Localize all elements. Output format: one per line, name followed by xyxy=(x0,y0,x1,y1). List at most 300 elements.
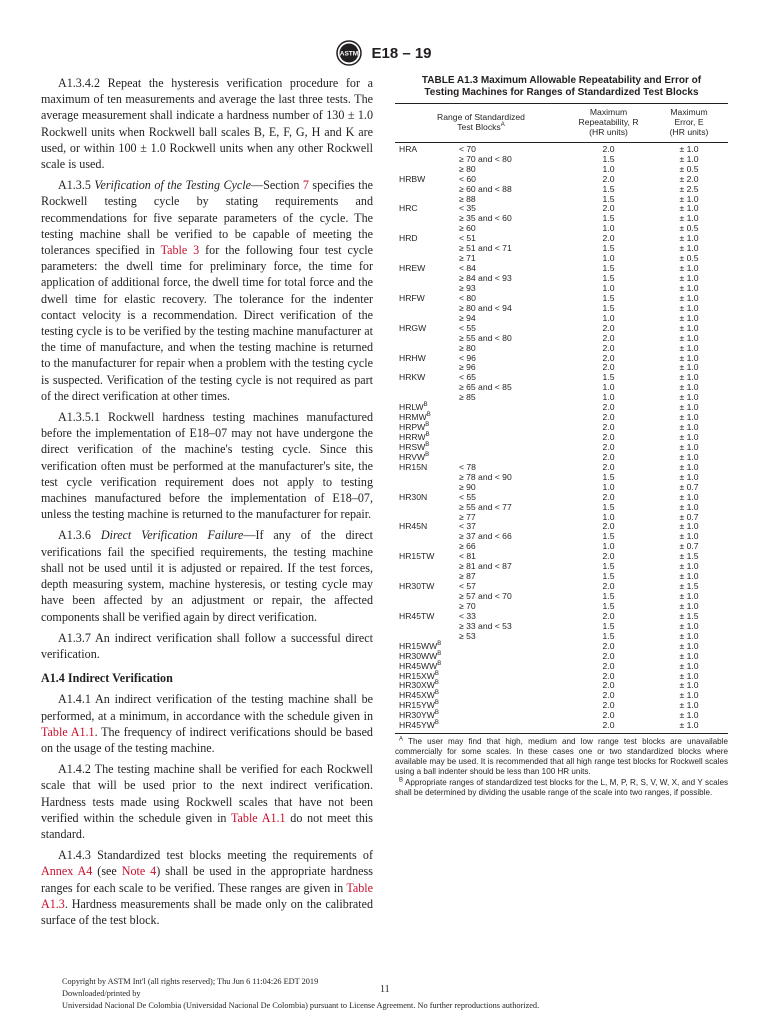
table-row xyxy=(395,185,728,195)
footnote-marker: A xyxy=(500,122,505,129)
cell-error: ± 1.0 xyxy=(679,412,699,423)
cell-range: ≥ 77 xyxy=(459,511,476,522)
column-header-error xyxy=(650,104,728,143)
table-row xyxy=(395,244,728,254)
cell-error: ± 1.0 xyxy=(679,620,699,631)
cell-range: < 37 xyxy=(459,521,476,532)
cell-repeatability: 2.0 xyxy=(602,332,615,343)
section-heading-a1-4: A1.4 Indirect Verification xyxy=(41,671,173,686)
header-text: Repeatability, R xyxy=(578,116,639,127)
table-a1-1-link[interactable]: Table A1.1 xyxy=(230,810,286,825)
cell-range: ≥ 33 and < 53 xyxy=(459,620,512,631)
table-row xyxy=(395,344,728,354)
cell-scale xyxy=(395,234,457,244)
cell-repeatability: 2.0 xyxy=(602,342,615,353)
table-title xyxy=(395,75,728,99)
cell-range: ≥ 66 xyxy=(459,541,476,552)
table-row xyxy=(395,254,728,264)
cell-range: ≥ 90 xyxy=(459,481,476,492)
cell-error: ± 1.0 xyxy=(679,372,699,383)
cell-range: ≥ 60 xyxy=(459,223,476,234)
scale-name: HRD xyxy=(399,233,418,244)
cell-repeatability: 2.0 xyxy=(602,700,615,711)
cell-error: ± 1.0 xyxy=(650,721,728,733)
footnote-marker: B xyxy=(434,690,439,697)
cell-repeatability: 2.0 xyxy=(602,650,615,661)
cell-repeatability: 1.5 xyxy=(602,630,615,641)
paragraph-number: A1.3.5 xyxy=(58,178,91,193)
footnote-marker: B xyxy=(425,422,430,429)
footnote-a xyxy=(395,737,728,777)
footnote-marker: B xyxy=(434,710,439,717)
scale-name: HRKW xyxy=(399,372,426,383)
footnote-marker: B xyxy=(434,670,439,677)
cell-repeatability: 2.0 xyxy=(602,352,615,363)
table-row xyxy=(395,622,728,632)
cell-range: ≥ 37 and < 66 xyxy=(459,531,512,542)
scale-name: HR30WW xyxy=(399,650,438,661)
cell-scale xyxy=(395,493,457,503)
cell-range xyxy=(457,433,567,443)
cell-range: < 57 xyxy=(459,581,476,592)
cell-error: ± 0.7 xyxy=(679,511,699,522)
table-row xyxy=(395,602,728,612)
cell-error: ± 1.0 xyxy=(679,193,699,204)
text-run: A1.4.3 Standardized test blocks meeting the requirements of xyxy=(58,848,373,863)
astm-logo-icon xyxy=(336,40,362,66)
cell-repeatability: 2.0 xyxy=(602,521,615,532)
cell-repeatability: 1.5 xyxy=(602,213,615,224)
cell-repeatability: 1.5 xyxy=(602,193,615,204)
table-row xyxy=(395,681,728,691)
cell-error: ± 1.0 xyxy=(679,571,699,582)
table-row xyxy=(395,155,728,165)
cell-repeatability: 1.0 xyxy=(602,511,615,522)
scale-name: HR30N xyxy=(399,491,428,502)
cell-repeatability: 2.0 xyxy=(602,233,615,244)
cell-scale xyxy=(395,532,457,542)
scale-name: HRHW xyxy=(399,352,426,363)
scale-name: HR45XW xyxy=(399,690,435,701)
table-row xyxy=(395,393,728,403)
cell-error: ± 1.0 xyxy=(679,382,699,393)
cell-repeatability: 1.0 xyxy=(602,253,615,264)
cell-repeatability: 1.5 xyxy=(602,302,615,313)
cell-range: ≥ 55 and < 77 xyxy=(459,501,512,512)
cell-range: < 55 xyxy=(459,491,476,502)
cell-error: ± 1.0 xyxy=(679,243,699,254)
footnote-marker: B xyxy=(399,776,404,783)
cell-error: ± 1.0 xyxy=(679,650,699,661)
scale-name: HRA xyxy=(399,143,418,154)
table-body xyxy=(395,142,728,733)
cell-range: ≥ 84 and < 93 xyxy=(459,273,512,283)
table-row xyxy=(395,165,728,175)
cell-repeatability: 2.0 xyxy=(602,660,615,671)
table-row xyxy=(395,662,728,672)
scale-name: HR15WW xyxy=(399,640,438,651)
cell-repeatability: 1.5 xyxy=(602,471,615,482)
cell-repeatability: 2.0 xyxy=(602,402,615,413)
left-column xyxy=(41,75,373,933)
cell-range: < 81 xyxy=(459,551,476,562)
cell-repeatability: 1.5 xyxy=(602,153,615,164)
cell-repeatability: 1.0 xyxy=(602,282,615,293)
table-row xyxy=(395,542,728,552)
section-title: Direct Verification Failure xyxy=(100,528,244,543)
table-row xyxy=(395,304,728,314)
cell-repeatability: 2.0 xyxy=(602,143,615,154)
header-text: (HR units) xyxy=(589,126,628,137)
paragraph-a1-3-5-1: A1.3.5.1 Rockwell hardness testing machines manufactured before the implementation of E18–07 may not have undergone the direct verification of the machine's testing cycle. Since this verification often must be performed at the manufacturer's site, the test cycle verification requirement does not apply to testing machines manufactured before the implementation of E18–07, unless the testing machine is returned to the manufacturer for repair. xyxy=(41,410,373,522)
table-row xyxy=(395,463,728,473)
table-row xyxy=(395,652,728,662)
cell-range: ≥ 87 xyxy=(459,571,476,582)
cell-repeatability: 2.0 xyxy=(602,432,615,442)
cell-error: ± 1.0 xyxy=(679,322,699,333)
table-title-line: TABLE A1.3 Maximum Allowable Repeatability and Error of xyxy=(421,75,702,86)
standard-designation: E18 – 19 xyxy=(371,44,432,62)
footnote-marker: B xyxy=(434,700,439,707)
table-row xyxy=(395,224,728,234)
cell-repeatability: 1.5 xyxy=(602,243,615,254)
section-7-link[interactable]: 7 xyxy=(302,178,309,193)
table-row xyxy=(395,493,728,503)
paragraph-number: A1.3.6 xyxy=(58,528,91,543)
cell-repeatability: 2.0 xyxy=(602,670,615,681)
cell-error: ± 1.0 xyxy=(679,352,699,363)
download-line: Downloaded/printed by xyxy=(62,989,141,998)
cell-error: ± 1.0 xyxy=(679,700,699,711)
table-row xyxy=(395,721,728,733)
paragraph-a1-3-4-2: A1.3.4.2 Repeat the hysteresis verification procedure for a maximum of ten measurements and average the last three tests. The average measurement shall indicate a hardness number of 130 ± 1.0 Rockwell units when Rockwell ball scales B, E, F, G, H and K are used, or within 100 ± 1.0 Rockwell units when any other Rockwell scale is used. xyxy=(41,76,373,172)
cell-error: ± 1.0 xyxy=(679,422,699,433)
cell-scale xyxy=(395,304,457,314)
table-row xyxy=(395,294,728,304)
cell-repeatability: 2.0 xyxy=(602,322,615,333)
cell-error: ± 0.7 xyxy=(679,481,699,492)
scale-name: HR15N xyxy=(399,461,428,472)
cell-range: ≥ 71 xyxy=(459,253,476,264)
table-row xyxy=(395,383,728,393)
cell-repeatability: 1.5 xyxy=(602,600,615,611)
footnote-marker: B xyxy=(437,660,442,667)
cell-range: ≥ 70 and < 80 xyxy=(459,153,512,164)
cell-repeatability: 2.0 xyxy=(602,491,615,502)
cell-error: ± 1.0 xyxy=(679,531,699,542)
table-row xyxy=(395,632,728,642)
cell-repeatability: 2.0 xyxy=(567,721,650,733)
cell-range: ≥ 51 and < 71 xyxy=(459,243,512,254)
cell-repeatability: 1.0 xyxy=(602,163,615,174)
table-row xyxy=(395,582,728,592)
table-row xyxy=(395,483,728,493)
table-row xyxy=(395,443,728,453)
text-run: —If any of the direct verifications fail the specified requirements, the testing machine shall not be used until it is adjusted or repaired. If the test forces, depth measuring system, machine hysteresis, or testing cycle may have been affected by an adjustment or repair, the affected components shall be verified again by direct verification. xyxy=(41,528,374,624)
cell-error: ± 1.0 xyxy=(679,143,699,154)
text-run: A1.4.2 The testing machine shall be verified for each Rockwell scale that will be used prior to the next indirect verification. Hardness tests made using Rockwell scales that have not been verified within the schedule given in xyxy=(41,762,373,825)
cell-repeatability: 2.0 xyxy=(602,710,615,721)
cell-range xyxy=(457,691,567,701)
footnote-marker: B xyxy=(437,640,442,647)
cell-error: ± 1.0 xyxy=(679,670,699,681)
cell-scale xyxy=(395,354,457,364)
cell-range xyxy=(457,672,567,682)
cell-error: ± 1.0 xyxy=(679,461,699,472)
table-row xyxy=(395,204,728,214)
cell-range: < 65 xyxy=(459,372,476,383)
cell-scale xyxy=(395,562,457,572)
table-row xyxy=(395,552,728,562)
cell-range: ≥ 88 xyxy=(459,193,476,204)
table-row xyxy=(395,413,728,423)
scale-name: HRPW xyxy=(399,422,426,433)
paragraph-a1-4-2 xyxy=(41,761,373,842)
cell-scale xyxy=(395,503,457,513)
scale-name: HRFW xyxy=(399,292,425,303)
table-row xyxy=(395,522,728,532)
cell-error: ± 1.0 xyxy=(679,332,699,343)
repeatability-error-table xyxy=(395,103,728,734)
scale-name: HRVW xyxy=(399,451,426,462)
cell-range xyxy=(457,721,567,733)
cell-repeatability: 1.5 xyxy=(602,501,615,512)
table-header-row xyxy=(395,104,728,143)
cell-scale xyxy=(395,155,457,165)
cell-scale xyxy=(395,552,457,562)
scale-name: HR30XW xyxy=(399,680,435,691)
copyright-line: Copyright by ASTM Int'l (all rights reserved); Thu Jun 6 11:04:26 EDT 2019 xyxy=(62,977,319,986)
scale-name: HRSW xyxy=(399,441,426,452)
table-row xyxy=(395,532,728,542)
cell-range: ≥ 57 and < 70 xyxy=(459,591,512,601)
cell-repeatability: 1.5 xyxy=(602,292,615,303)
cell-error: ± 1.0 xyxy=(679,273,699,283)
table-row xyxy=(395,284,728,294)
table-3-link[interactable]: Table 3 xyxy=(160,243,200,258)
cell-error: ± 1.0 xyxy=(679,710,699,721)
cell-error: ± 1.0 xyxy=(679,233,699,244)
cell-error: ± 1.0 xyxy=(679,362,699,373)
cell-error: ± 1.0 xyxy=(679,690,699,701)
cell-scale xyxy=(395,142,457,154)
table-row xyxy=(395,433,728,443)
cell-range xyxy=(457,681,567,691)
table-row xyxy=(395,672,728,682)
cell-scale xyxy=(395,373,457,383)
cell-error: ± 1.0 xyxy=(679,471,699,482)
cell-scale xyxy=(395,334,457,344)
table-row xyxy=(395,503,728,513)
scale-name: HRGW xyxy=(399,322,427,333)
cell-range: < 70 xyxy=(459,143,476,154)
paragraph-a1-4-1 xyxy=(41,691,373,756)
column-header-repeatability xyxy=(567,104,650,143)
cell-range: < 84 xyxy=(459,263,476,274)
scale-name: HRRW xyxy=(399,432,426,442)
cell-scale xyxy=(395,214,457,224)
table-row xyxy=(395,473,728,483)
cell-error: ± 1.0 xyxy=(679,153,699,164)
cell-range: ≥ 96 xyxy=(459,362,476,373)
cell-scale xyxy=(395,244,457,254)
cell-range xyxy=(457,652,567,662)
footnote-marker: B xyxy=(425,442,430,449)
cell-range xyxy=(457,403,567,413)
table-title-line: Testing Machines for Ranges of Standardized Test Blocks xyxy=(424,87,699,98)
cell-repeatability: 1.5 xyxy=(602,183,615,194)
cell-repeatability: 2.0 xyxy=(602,690,615,701)
footnote-marker: B xyxy=(434,680,439,687)
table-row xyxy=(395,142,728,154)
page-number: 11 xyxy=(380,984,390,995)
cell-repeatability: 1.0 xyxy=(602,312,615,323)
header-text: Maximum xyxy=(670,107,708,117)
header-text: Test Blocks xyxy=(457,121,501,132)
table-row xyxy=(395,612,728,622)
table-row xyxy=(395,711,728,721)
table-row xyxy=(395,264,728,274)
cell-error: ± 0.5 xyxy=(679,163,699,174)
footnote-marker: B xyxy=(425,452,430,459)
cell-scale xyxy=(395,721,457,733)
paragraph-a1-3-6 xyxy=(41,527,373,624)
cell-error: ± 1.5 xyxy=(679,581,699,592)
cell-repeatability: 2.0 xyxy=(602,203,615,214)
table-row xyxy=(395,373,728,383)
table-a1-1-link[interactable]: Table A1.1 xyxy=(41,724,95,739)
cell-repeatability: 1.5 xyxy=(602,263,615,274)
footnote-marker: B xyxy=(434,720,439,727)
cell-range: < 51 xyxy=(459,233,476,244)
cell-scale xyxy=(395,324,457,334)
astm-logo-text: ASTM xyxy=(340,50,359,58)
cell-repeatability: 1.0 xyxy=(602,223,615,234)
cell-range: ≥ 93 xyxy=(459,282,476,293)
header-text: (HR units) xyxy=(669,126,709,137)
cell-repeatability: 2.0 xyxy=(602,173,615,184)
cell-error: ± 1.0 xyxy=(679,312,699,323)
table-row xyxy=(395,701,728,711)
cell-error: ± 1.0 xyxy=(679,263,699,274)
cell-range: ≥ 80 xyxy=(459,163,476,174)
cell-error: ± 1.5 xyxy=(679,610,699,621)
scale-name: HRLW xyxy=(399,402,424,413)
cell-scale xyxy=(395,463,457,473)
table-a1-3-link[interactable]: Table A1.3 xyxy=(41,880,373,911)
scale-name: HR30YW xyxy=(399,710,435,721)
note-4-link[interactable]: Note 4 xyxy=(121,864,157,879)
cell-range xyxy=(457,443,567,453)
cell-error: ± 1.0 xyxy=(679,342,699,353)
footnote-marker: A xyxy=(399,736,404,743)
cell-scale xyxy=(395,622,457,632)
cell-error: ± 1.0 xyxy=(679,402,699,413)
scale-name: HREW xyxy=(399,263,426,274)
scale-name: HR45TW xyxy=(399,610,435,621)
table-row xyxy=(395,691,728,701)
cell-error: ± 1.0 xyxy=(679,600,699,611)
cell-repeatability: 2.0 xyxy=(602,461,615,472)
cell-range xyxy=(457,642,567,652)
cell-error: ± 1.0 xyxy=(679,561,699,572)
cell-error: ± 1.0 xyxy=(679,292,699,303)
text-run: —Section xyxy=(251,178,303,193)
scale-name: HR30TW xyxy=(399,581,435,592)
table-row xyxy=(395,195,728,205)
table-row xyxy=(395,314,728,324)
cell-range: < 33 xyxy=(459,610,476,621)
cell-error: ± 1.0 xyxy=(679,501,699,512)
cell-range: ≥ 55 and < 80 xyxy=(459,332,512,343)
table-footnotes xyxy=(395,737,728,798)
cell-error: ± 1.5 xyxy=(679,551,699,562)
cell-range: ≥ 78 and < 90 xyxy=(459,471,512,482)
cell-scale xyxy=(395,204,457,214)
text-run: ) shall be used in the appropriate hardness ranges for each scale to be verified. These ranges are given in xyxy=(41,864,373,895)
cell-range xyxy=(457,701,567,711)
cell-range: ≥ 85 xyxy=(459,392,476,403)
table-row xyxy=(395,363,728,373)
cell-scale xyxy=(395,294,457,304)
cell-range: ≥ 53 xyxy=(459,630,476,641)
paragraph-a1-3-7: A1.3.7 An indirect verification shall follow a successful direct verification. xyxy=(41,630,373,661)
cell-repeatability: 1.5 xyxy=(602,571,615,582)
cell-range: ≥ 60 and < 88 xyxy=(459,183,512,194)
table-row xyxy=(395,274,728,284)
cell-error: ± 1.0 xyxy=(679,392,699,403)
cell-range xyxy=(457,662,567,672)
footnote-marker: B xyxy=(426,412,431,419)
footnote-marker: B xyxy=(425,432,430,439)
text-run: A1.4.1 An indirect verification of the testing machine shall be performed, at a minimum, in accordance with the schedule given in xyxy=(41,692,373,723)
cell-range: ≥ 80 xyxy=(459,342,476,353)
cell-error: ± 1.0 xyxy=(679,680,699,691)
table-row xyxy=(395,324,728,334)
cell-error: ± 1.0 xyxy=(679,302,699,313)
cell-repeatability: 2.0 xyxy=(602,441,615,452)
table-row xyxy=(395,562,728,572)
cell-error: ± 2.0 xyxy=(679,173,699,184)
cell-error: ± 1.0 xyxy=(679,213,699,224)
text-run: . The frequency of indirect verifications should be based on the usage of the testing machine. xyxy=(41,724,373,755)
cell-range: ≥ 80 and < 94 xyxy=(459,302,512,313)
cell-range: ≥ 65 and < 85 xyxy=(459,382,512,393)
scale-name: HR45WW xyxy=(399,660,438,671)
annex-a4-link[interactable]: Annex A4 xyxy=(41,864,93,879)
cell-repeatability: 2.0 xyxy=(602,680,615,691)
table-row xyxy=(395,423,728,433)
cell-scale xyxy=(395,175,457,185)
scale-name: HR45N xyxy=(399,521,428,532)
cell-range: ≥ 81 and < 87 xyxy=(459,561,512,572)
cell-range: < 80 xyxy=(459,292,476,303)
footnote-marker: B xyxy=(437,650,442,657)
cell-range: < 60 xyxy=(459,173,476,184)
cell-scale xyxy=(395,612,457,622)
cell-repeatability: 2.0 xyxy=(602,451,615,462)
scale-name: HR15TW xyxy=(399,551,435,562)
text-run: do not meet this standard. xyxy=(41,810,373,841)
cell-range: ≥ 94 xyxy=(459,312,476,323)
page-header xyxy=(0,40,768,66)
cell-repeatability: 1.5 xyxy=(602,561,615,572)
cell-range xyxy=(457,413,567,423)
license-line: Universidad Nacional De Colombia (Universidad Nacional De Colombia) pursuant to License Agreement. No further reproductions authorized. xyxy=(62,1001,540,1010)
cell-repeatability: 1.5 xyxy=(602,372,615,383)
cell-repeatability: 1.0 xyxy=(602,392,615,403)
cell-repeatability: 1.5 xyxy=(602,273,615,283)
